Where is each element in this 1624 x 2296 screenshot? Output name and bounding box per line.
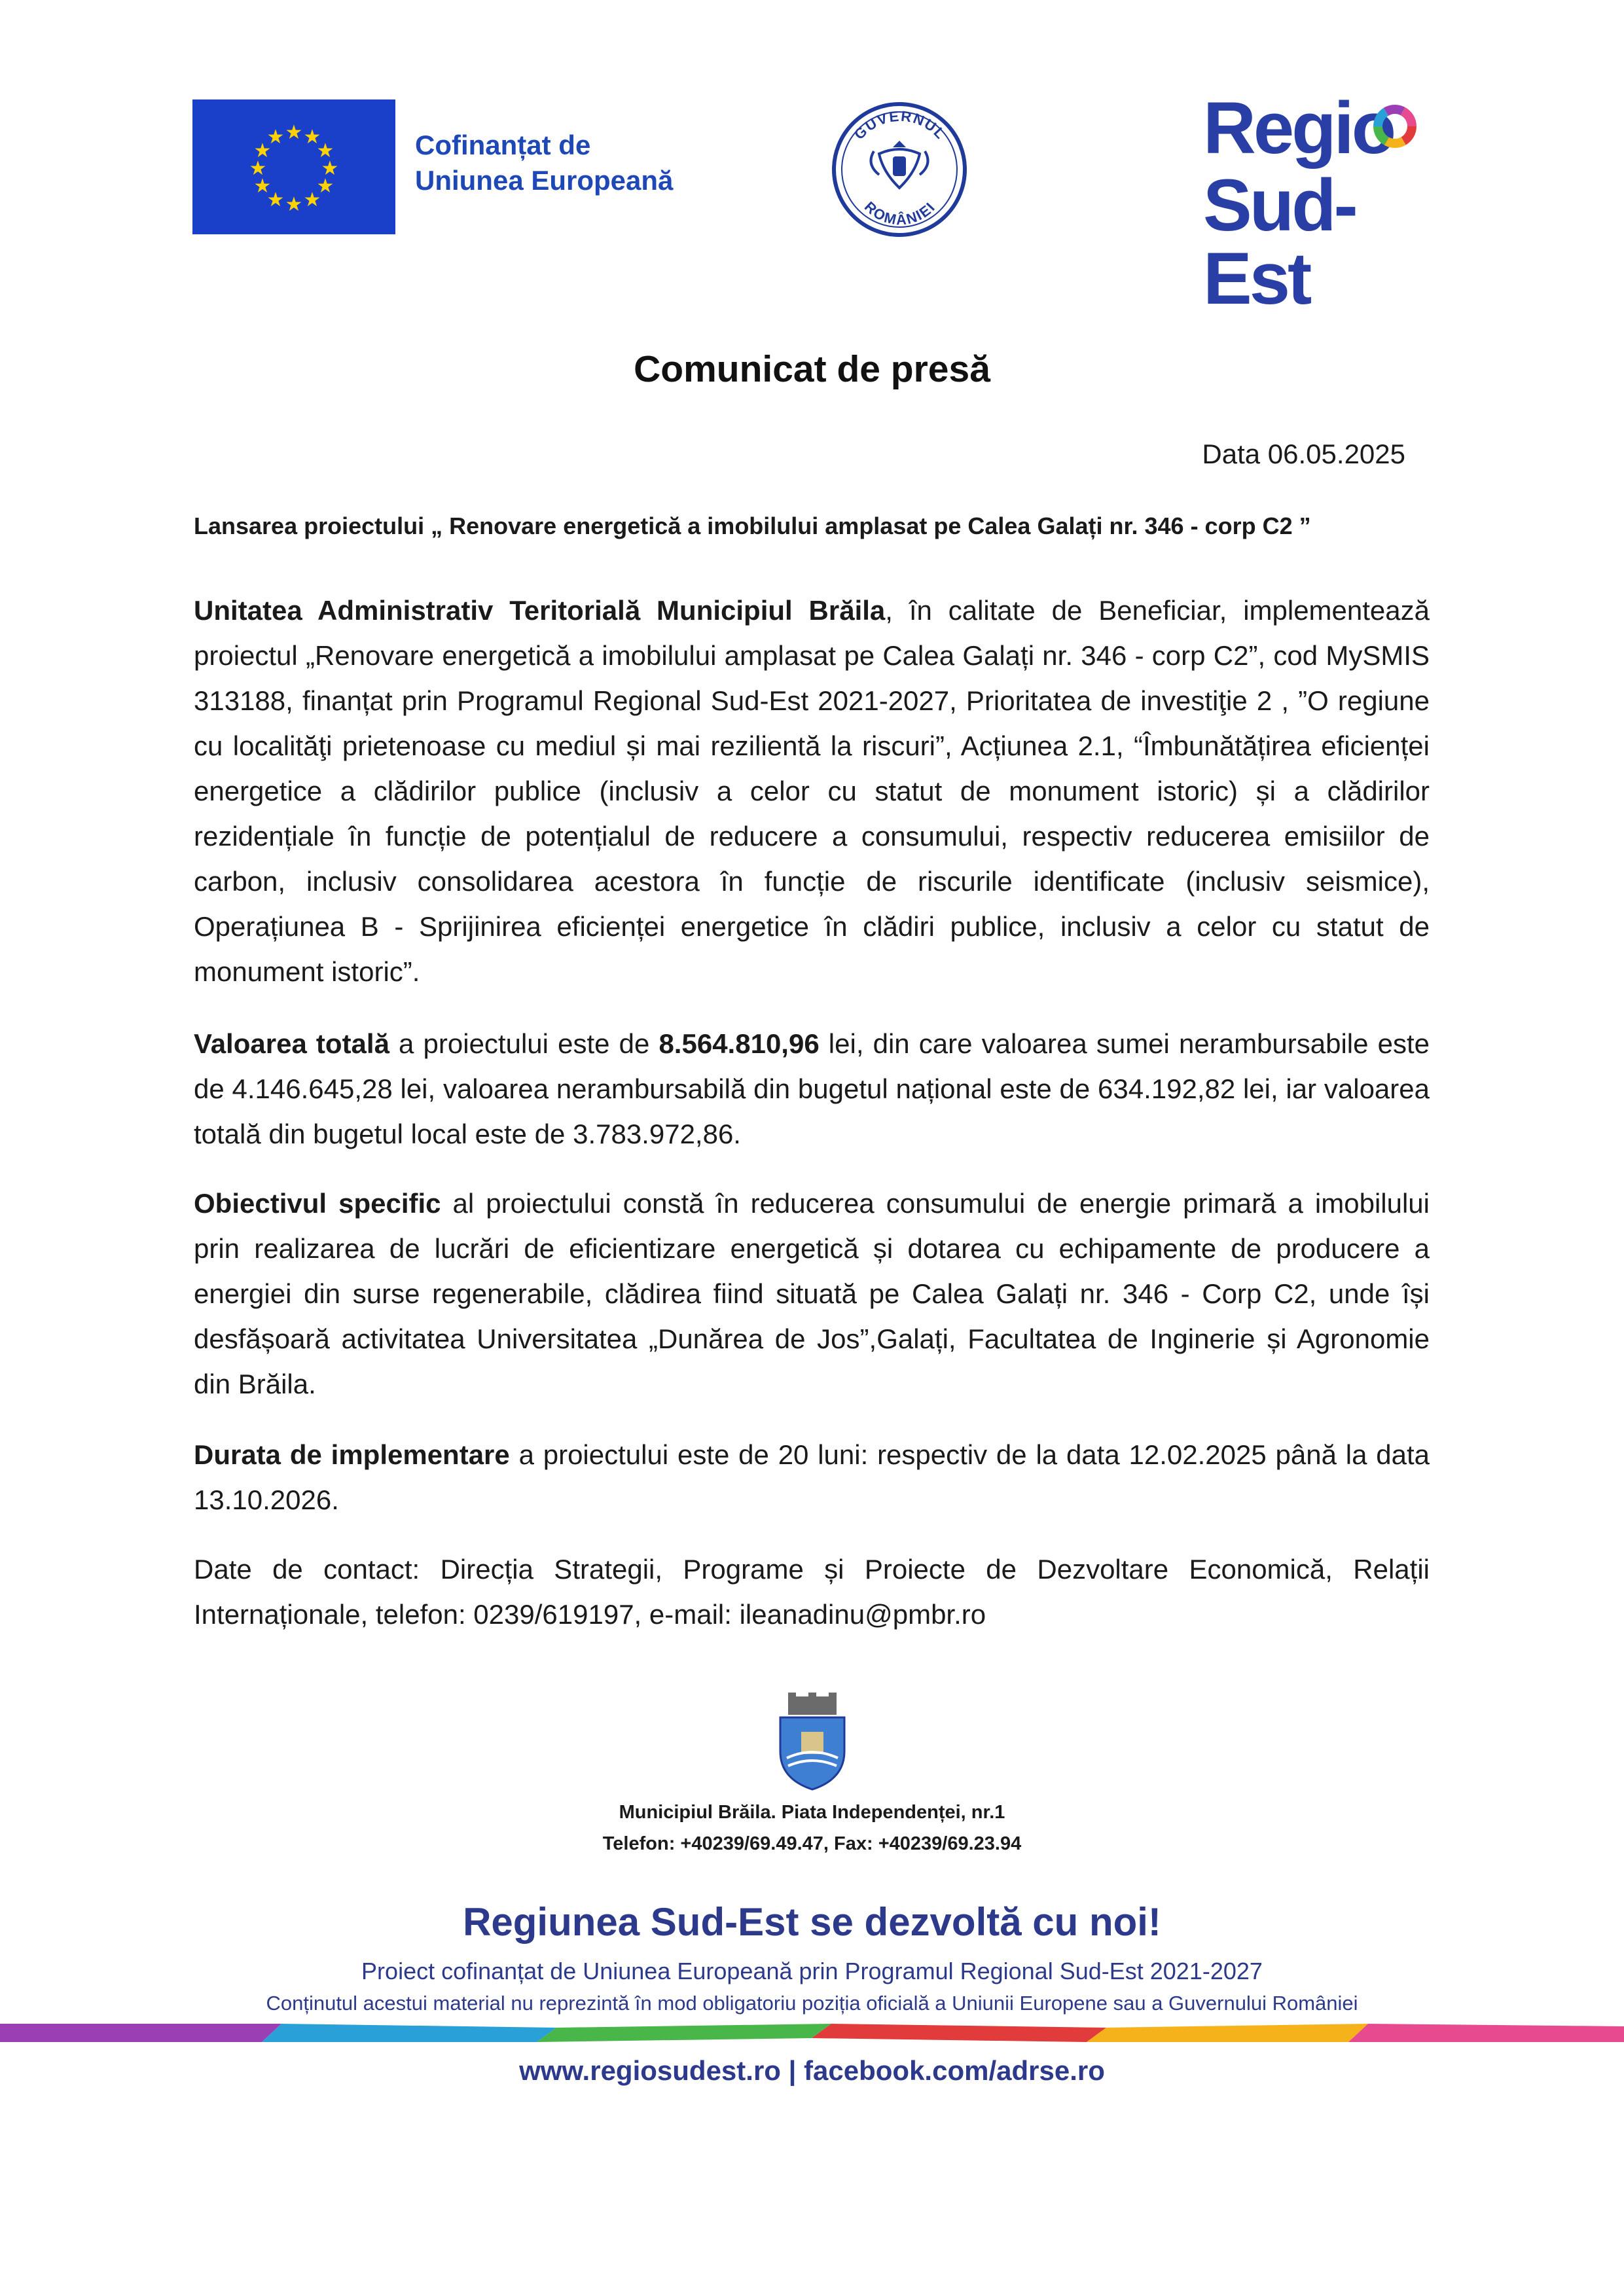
eu-line-2: Uniunea Europeană	[415, 165, 674, 196]
svg-text:★: ★	[303, 189, 321, 211]
svg-text:★: ★	[316, 140, 334, 162]
total-value-amount: 8.564.810,96	[659, 1028, 820, 1059]
paragraph-beneficiary	[194, 588, 1430, 994]
eu-flag-logo	[192, 99, 395, 234]
document-subject: Lansarea proiectului „ Renovare energetică a imobilului amplasat pe Calea Galați nr. 346 - corp C2 ”	[194, 512, 1311, 539]
footer-slogan: Regiunea Sud-Est se dezvoltă cu noi!	[463, 1900, 1161, 1944]
specific-objective-text: al proiectului constă în reducerea consumului de energie primară a imobilului prin realizarea de lucrări de eficientizare energetică și dotarea cu echipamente de producere a energiei din surse regenerabile, clădirea fiind situată pe Calea Galați nr. 346 - Corp C2, unde își desfășoară activitatea Universitatea „Dunărea de Jos”,Galați, Facultatea de Inginerie și Agronomie din Brăila.	[194, 1188, 1430, 1399]
duration-text: a proiectului este de 20 luni: respectiv de la data 12.02.2025 până la data 13.10.2026.	[194, 1439, 1430, 1515]
regio-word: Regio	[1203, 87, 1394, 169]
braila-coat-of-arms-icon	[774, 1693, 851, 1791]
paragraph-duration	[194, 1432, 1430, 1522]
duration-label: Durata de implementare	[194, 1439, 510, 1470]
svg-text:★: ★	[285, 122, 303, 143]
seal-text-top: GUVERNUL	[850, 107, 950, 143]
address-block	[0, 1797, 1624, 1859]
paragraph-beneficiary-text: , în calitate de Beneficiar, implementează proiectul „Renovare energetică a imobilului amplasat pe Calea Galați nr. 346 - corp C2”, cod MySMIS 313188, finanțat prin Programul Regional Sud-Est 2021-2027, Prioritatea de investiţie 2 , ”O regiune cu localităţi prietenoase cu mediul și mai rezilientă la riscuri”, Acțiunea 2.1, “Îmbunătățirea eficienței energetice a clădirilor publice (inclusiv a celor cu statut de monument istoric) și a clădirilor rezidențiale în funcție de potențialul de reducere a consumului, respectiv reducerea emisiilor de carbon, inclusiv consolidarea acestora în funcție de riscurile identificate (inclusiv seismice), Operațiunea B - Sprijinirea eficienței energetice în clădiri publice, inclusiv a celor cu statut de monument istoric”.	[194, 595, 1430, 987]
paragraph-total-value	[194, 1021, 1430, 1157]
svg-text:★: ★	[266, 189, 285, 211]
rainbow-divider	[0, 2024, 1624, 2042]
svg-text:ROMÂNIEI	[861, 198, 939, 228]
address-line: Municipiul Brăila. Piata Independenței, nr.1	[619, 1802, 1005, 1823]
footer-links[interactable]: www.regiosudest.ro | facebook.com/adrse.ro	[519, 2055, 1105, 2086]
svg-text:★: ★	[249, 158, 267, 179]
phone-fax-line: Telefon: +40239/69.49.47, Fax: +40239/69.23.94	[602, 1833, 1022, 1854]
total-value-label: Valoarea totală	[194, 1028, 389, 1059]
regio-sud-est-logo	[1203, 87, 1439, 319]
svg-text:★: ★	[321, 158, 339, 179]
regio-color-ring-icon	[1372, 103, 1418, 149]
page-title: Comunicat de presă	[634, 348, 990, 390]
svg-text:★: ★	[253, 175, 272, 197]
beneficiary-name: Unitatea Administrativ Teritorială Municipiul Brăila	[194, 595, 886, 626]
total-value-text-a: a proiectului este de	[389, 1028, 659, 1059]
svg-text:★: ★	[303, 126, 321, 148]
paragraph-contact: Date de contact: Direcția Strategii, Programe și Proiecte de Dezvoltare Economică, Relații Internaționale, telefon: 0239/619197, e-mail: ileanadinu@pmbr.ro	[194, 1554, 1430, 1630]
sud-est-word: Sud-Est	[1203, 164, 1356, 319]
seal-text-bottom: ROMÂNIEI	[861, 198, 939, 228]
svg-text:★: ★	[285, 194, 303, 215]
footer-cofinance-note: Proiect cofinanțat de Uniunea Europeană prin Programul Regional Sud-Est 2021-2027	[361, 1958, 1263, 1984]
paragraph-specific-objective	[194, 1181, 1430, 1407]
government-seal-logo	[827, 100, 973, 238]
total-value-text-b: lei, din care valoarea sumei nerambursabile este de 4.146.645,28 lei, valoarea nerambursabilă din bugetul național este de 634.192,82 lei, iar valoarea totală din bugetul local este de 3.783.972,86.	[194, 1028, 1430, 1149]
svg-text:★: ★	[316, 175, 334, 197]
document-date: Data 06.05.2025	[1202, 439, 1405, 469]
eu-line-1: Cofinanțat de	[415, 130, 591, 160]
svg-text:★: ★	[266, 126, 285, 148]
specific-objective-label: Obiectivul specific	[194, 1188, 441, 1219]
svg-text:★: ★	[253, 140, 272, 162]
eu-cofinance-label	[415, 128, 673, 198]
eagle-coat-of-arms-icon	[871, 141, 928, 188]
footer-disclaimer: Conținutul acestui material nu reprezintă în mod obligatoriu poziția oficială a Uniunii Europene sau a Guvernului României	[266, 1992, 1358, 2015]
